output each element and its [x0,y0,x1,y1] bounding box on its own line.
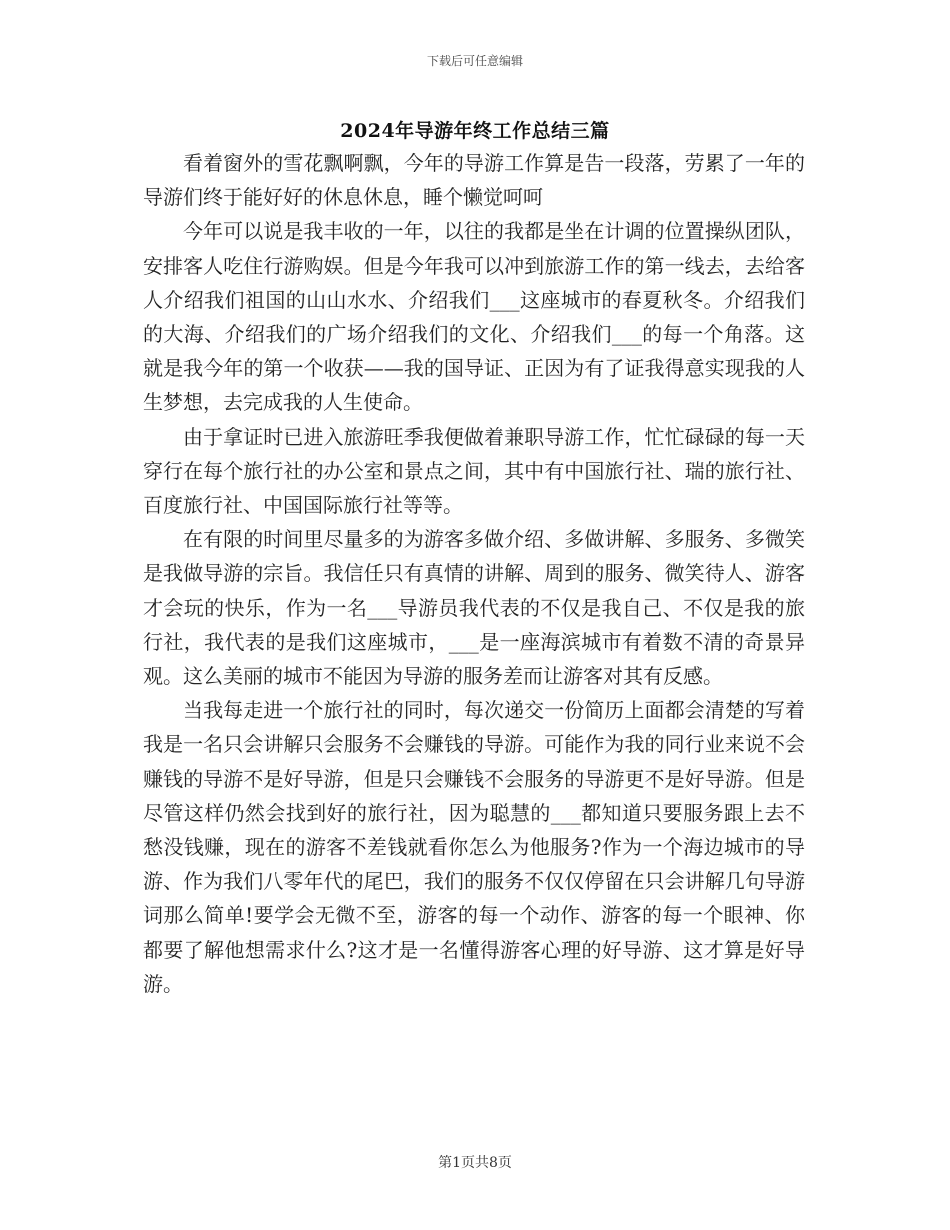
paragraph: 看着窗外的雪花飘啊飘，今年的导游工作算是告一段落，劳累了一年的导游们终于能好好的休息休息，睡个懒觉呵呵 [143,151,805,210]
page-header-note: 下载后可任意编辑 [426,54,523,68]
document-body [143,146,805,1001]
paragraph: 今年可以说是我丰收的一年，以往的我都是坐在计调的位置操纵团队，安排客人吃住行游购娱。但是今年我可以冲到旅游工作的第一线去，去给客人介绍我们祖国的山山水水、介绍我们___这座城市的春夏秋冬。介绍我们的大海、介绍我们的广场介绍我们的文化、介绍我们___的每一个角落。这就是我今年的第一个收获——我的国导证、正因为有了证我得意实现我的人生梦想，去完成我的人生使命。 [143,219,805,415]
document-title: 2024年导游年终工作总结三篇 [340,120,610,142]
paragraph: 在有限的时间里尽量多的为游客多做介绍、多做讲解、多服务、多微笑是我做导游的宗旨。我信任只有真情的讲解、周到的服务、微笑待人、游客才会玩的快乐，作为一名___导游员我代表的不仅是我自己、不仅是我的旅行社，我代表的是我们这座城市，___是一座海滨城市有着数不清的奇景异观。这么美丽的城市不能因为导游的服务差而让游客对其有反感。 [143,527,805,689]
page-number: 第1页共8页 [438,1155,512,1171]
paragraph: 由于拿证时已进入旅游旺季我便做着兼职导游工作，忙忙碌碌的每一天穿行在每个旅行社的办公室和景点之间，其中有中国旅行社、瑞的旅行社、百度旅行社、中国国际旅行社等等。 [143,424,805,518]
paragraph: 当我每走进一个旅行社的同时，每次递交一份简历上面都会清楚的写着我是一名只会讲解只会服务不会赚钱的导游。可能作为我的同行业来说不会赚钱的导游不是好导游，但是只会赚钱不会服务的导游更不是好导游。但是尽管这样仍然会找到好的旅行社，因为聪慧的___都知道只要服务跟上去不愁没钱赚，现在的游客不差钱就看你怎么为他服务?作为一个海边城市的导游、作为我们八零年代的尾巴，我们的服务不仅仅停留在只会讲解几句导游词那么简单!要学会无微不至，游客的每一个动作、游客的每一个眼神、你都要了解他想需求什么?这才是一名懂得游客心理的好导游、这才算是好导游。 [143,698,805,996]
